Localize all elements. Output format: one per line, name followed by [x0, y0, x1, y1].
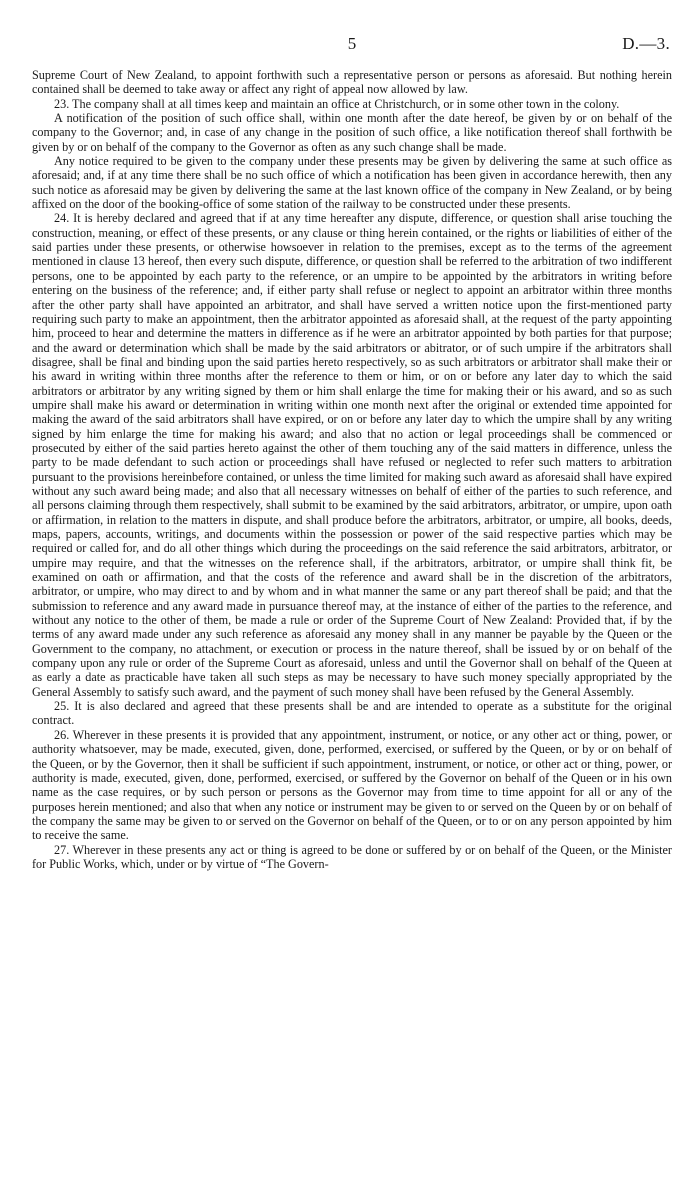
body-text [32, 68, 672, 871]
paragraph-office-notification: A notification of the position of such office shall, within one month after the date hereof, be given by or on behalf of the company to the Governor; and, in case of any change in the position of such office, a like notification thereof shall forthwith be given by or on behalf of the company to the Governor as often as any such change shall be made. [32, 111, 672, 154]
paragraph-notice-delivery: Any notice required to be given to the company under these presents may be given by delivering the same at such office as aforesaid; and, if at any time there shall be no such office of which a notification has been given in accordance herewith, then any such notice as aforesaid may be given by delivering the same at the last known office of the company in New Zealand, or by being affixed on the door of the booking-office of some station of the railway to be constructed under these presents. [32, 154, 672, 212]
document-reference: D.—3. [622, 34, 670, 53]
clause-24: 24. It is hereby declared and agreed that if at any time hereafter any dispute, difference, or question shall arise touching the construction, meaning, or effect of these presents, or any clause or thing herein contained, or the rights or liabilities of either of the said parties under these presents, or otherwise howsoever in relation to the premises, except as to the terms of the agreement mentioned in clause 13 hereof, then every such dispute, difference, or question shall be referred to the arbitration of two indifferent persons, one to be appointed by each party to the reference, or an umpire to be appointed by the arbitrators in writing before entering on the business of the reference; and, if either party shall refuse or neglect to appoint an arbitrator within three months after the other party shall have appointed an arbitrator, and shall have served a written notice upon the first-mentioned party requiring such party to make an appointment, then the arbitrator appointed as aforesaid shall, at the request of the party appointing him, proceed to hear and determine the matters in difference as if he were an arbitrator appointed by both parties for that purpose; and the award or determination which shall be made by the said arbitrators or abitrator, or of such umpire if the arbitrators shall disagree, shall be final and binding upon the said parties hereto respectively, so as such arbitrators or arbitrator shall make their or his award in writing within three months after the reference to them or him, or on or before any later day to which the said arbitrators or arbitrator by any writing signed by them or him shall enlarge the time for making their or his award, and so as such umpire shall make his award or determination in writing within one month next after the original or extended time appointed for making the award of the said arbitrators shall have expired, or on or before any later day to which the umpire shall by any writing signed by him enlarge the time for making his award; and also that no action or legal proceedings shall be commenced or prosecuted by either of the said parties hereto against the other of them touching any of the said matters in difference, unless the party to be made defendant to such action or proceedings shall have refused or neglected to refer such matters to arbitration pursuant to the provisions hereinbefore contained, or unless the time limited for making such award as aforesaid shall have expired without any such award being made; and also that all necessary witnesses on behalf of either of the parties to such reference, and all persons claiming through them respectively, shall submit to be examined by the said arbitrators, arbitrator, or umpire, upon oath or affirmation, in relation to the matters in dispute, and shall produce before the arbitrators, arbitrator, or umpire, all books, deeds, maps, papers, accounts, writings, and documents within the possession or power of the said respective parties which may be required or called for, and do all other things which during the proceedings on the said reference the said arbitrators, arbitrator, or umpire may require, and that the witnesses on the reference shall, if the arbitrators, arbitrator, or umpire shall think fit, be examined on oath or affirmation, and that the costs of the reference and award shall be in the discretion of the arbitrators, arbitrator, or umpire, who may direct to and by whom and in what manner the same or any part thereof shall be paid; and that the submission to reference and any award made in pursuance thereof may, at the instance of either of the parties to the reference, and without any notice to the other of them, be made a rule or order of the Supreme Court of New Zealand: Provided that, if by the terms of any award made under any such reference as aforesaid any money shall in any manner be payable by the Queen or the Government to the company, no attachment, or execution or process in the nature thereof, shall be issued by or on behalf of the company upon any rule or order of the Supreme Court as aforesaid, unless and until the Governor shall on behalf of the Queen at as early a date as practicable have taken all such steps as may be necessary to have such money specially appropriated by the General Assembly to satisfy such award, and the payment of such money shall have been refused by the General Assembly. [32, 211, 672, 699]
page-number: 5 [347, 34, 357, 53]
paragraph-continuation: Supreme Court of New Zealand, to appoint forthwith such a representative person or persons as aforesaid. But nothing herein contained shall be deemed to take away or affect any right of appeal now allowed by law. [32, 68, 672, 97]
clause-25: 25. It is also declared and agreed that these presents shall be and are intended to operate as a substitute for the original contract. [32, 699, 672, 728]
page-header [32, 34, 672, 68]
clause-26: 26. Wherever in these presents it is provided that any appointment, instrument, or notice, or any other act or thing, power, or authority whatsoever, may be made, executed, given, done, performed, exercised, or suffered by the Queen, or by or on behalf of the Queen, or by the Governor, then it shall be sufficient if such appointment, instrument, or notice, or other act or thing, power, or authority is made, executed, given, done, performed, exercised, or suffered by the Governor on behalf of the Queen or in his own name as the case requires, or by such person or persons as the Governor may from time to time appoint for all or any of the purposes herein mentioned; and also that when any notice or instrument may be given to or served on the Queen by or on behalf of the company the same may be given to or served on the Governor on behalf of the Queen, or to or on any person appointed by him to receive the same. [32, 727, 672, 843]
clause-23: 23. The company shall at all times keep and maintain an office at Christchurch, or in some other town in the colony. [54, 96, 620, 111]
clause-27: 27. Wherever in these presents any act or thing is agreed to be done or suffered by or on behalf of the Queen, or the Minister for Public Works, which, under or by virtue of “The Govern- [32, 842, 672, 871]
